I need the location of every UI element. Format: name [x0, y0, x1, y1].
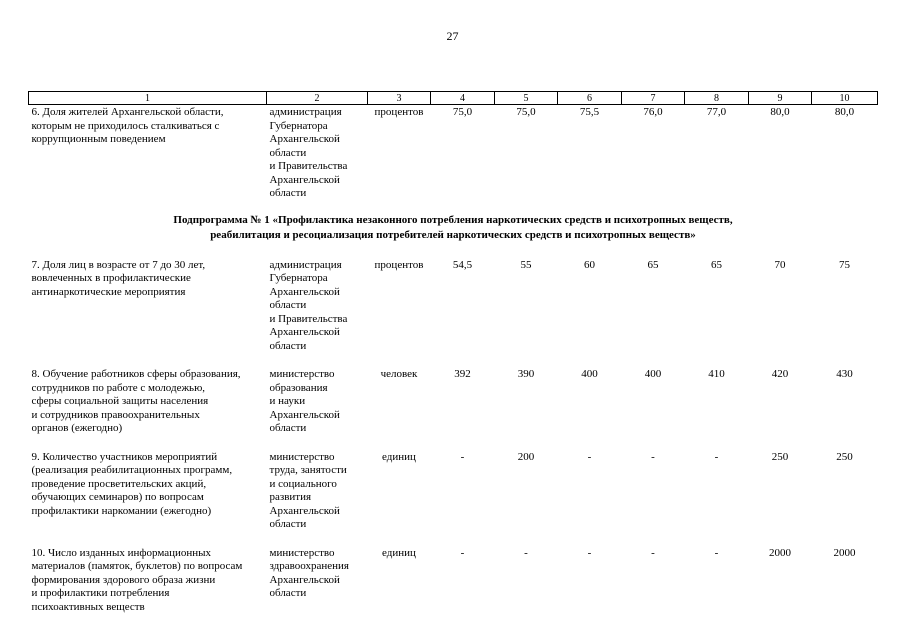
row-gap [29, 532, 878, 546]
text-line: 9. Количество участников мероприятий [31, 450, 218, 463]
text-line: Архангельской [269, 326, 340, 338]
text-line: психоактивных веществ [31, 600, 145, 613]
text-line: министерство [269, 546, 335, 559]
text-line: министерство [269, 368, 335, 380]
text-line: антинаркотические мероприятия [31, 285, 186, 298]
text-line: области [269, 339, 307, 352]
text-line: Архангельской [269, 408, 340, 421]
text-line: области [269, 422, 307, 434]
value-cell: - [651, 450, 655, 463]
indicators-table [28, 91, 878, 614]
unit: единиц [382, 450, 416, 463]
value-cell: 77,0 [706, 106, 727, 118]
text-line: здравоохранения [269, 560, 349, 572]
value-cell: 2000 [769, 546, 791, 559]
value-cell: 54,5 [452, 258, 473, 271]
text-line: формирования здорового образа жизни [31, 573, 216, 586]
column-number: 2 [267, 92, 368, 105]
text-line: Архангельской [269, 504, 340, 517]
text-line: 10. Число изданных информационных [31, 546, 212, 559]
value-cell: 75,0 [452, 106, 473, 118]
value-cell: 420 [771, 368, 789, 380]
value-cell: - [714, 450, 719, 463]
value-cell: - [460, 546, 465, 559]
subprogram-row [29, 201, 878, 258]
text-line: профилактики наркомании (ежегодно) [31, 504, 212, 517]
subprogram-line: Подпрограмма № 1 «Профилактика незаконного потребления наркотических средств и психотропных веществ, [173, 213, 733, 226]
value-cell: - [651, 546, 655, 559]
text-line: Губернатора [269, 119, 328, 132]
text-line: коррупционным поведением [31, 133, 166, 145]
column-number-header [29, 92, 878, 105]
unit: процентов [374, 258, 424, 271]
value-cell: 80,0 [770, 106, 790, 118]
value-cell: 250 [836, 450, 853, 463]
indicator-name [29, 105, 267, 201]
table-row [29, 546, 878, 615]
text-line: труда, занятости [269, 464, 347, 476]
text-line: области [269, 587, 307, 599]
value-cell: - [714, 546, 719, 559]
value-cell: 200 [517, 450, 535, 463]
indicator-name [29, 367, 267, 436]
text-line: вовлеченных в профилактические [31, 272, 191, 284]
text-line: Архангельской [269, 173, 340, 186]
value-cell: 70 [774, 258, 786, 271]
table-row [29, 450, 878, 532]
row-gap [29, 436, 878, 450]
text-line: администрация [269, 106, 342, 118]
value-cell: - [587, 450, 592, 463]
value-cell: 65 [647, 258, 659, 271]
text-line: области [269, 518, 307, 530]
text-line: области [269, 146, 307, 159]
table-row [29, 367, 878, 436]
column-number: 5 [495, 92, 558, 105]
column-number: 4 [431, 92, 495, 105]
text-line: области [269, 187, 307, 199]
value-cell: 410 [708, 368, 725, 380]
text-line: и сотрудников правоохранительных [31, 408, 200, 421]
unit: единиц [382, 546, 416, 559]
text-line: Архангельской [269, 133, 340, 145]
text-line: министерство [269, 450, 335, 463]
value-cell: 55 [520, 258, 532, 271]
text-line: Архангельской [269, 573, 340, 586]
text-line: области [269, 299, 307, 311]
text-line: сферы социальной защиты населения [31, 395, 209, 407]
value-cell: - [587, 546, 592, 559]
value-cell: 392 [454, 368, 471, 380]
column-number: 9 [749, 92, 812, 105]
column-number: 10 [812, 92, 878, 105]
value-cell: 250 [771, 450, 789, 463]
spacer [29, 353, 878, 367]
indicator-name [29, 546, 267, 615]
text-line: и профилактики потребления [31, 587, 170, 599]
value-cell: 2000 [833, 546, 856, 559]
text-line: и науки [269, 395, 306, 407]
value-cell: 75,5 [579, 106, 600, 118]
column-number: 1 [29, 92, 267, 105]
executor [267, 258, 368, 354]
text-line: сотрудников по работе с молодежью, [31, 381, 206, 394]
spacer [29, 532, 878, 546]
value-cell: 80,0 [834, 106, 855, 118]
text-line: 8. Обучение работников сферы образования, [31, 368, 241, 380]
text-line: (реализация реабилитационных программ, [31, 464, 233, 476]
value-cell: 400 [581, 368, 598, 380]
text-line: 6. Доля жителей Архангельской области, [31, 106, 224, 118]
spacer [29, 436, 878, 450]
text-line: которым не приходилось сталкиваться с [31, 119, 220, 132]
subprogram-line: реабилитация и ресоциализация потребителей наркотических средств и психотропных веществ» [210, 228, 696, 241]
text-line: обучающих семинаров) по вопросам [31, 491, 204, 503]
column-number: 6 [558, 92, 622, 105]
text-line: и Правительства [269, 312, 348, 325]
value-cell: 400 [644, 368, 662, 380]
text-line: развития [269, 491, 312, 503]
text-line: Архангельской [269, 285, 340, 298]
value-cell: 430 [836, 368, 853, 380]
column-number: 7 [622, 92, 685, 105]
column-number: 3 [368, 92, 431, 105]
value-cell: 75 [839, 258, 850, 271]
executor [267, 546, 368, 615]
value-cell: 60 [584, 258, 595, 271]
executor [267, 367, 368, 436]
executor [267, 450, 368, 532]
column-number: 8 [685, 92, 749, 105]
text-line: материалов (памяток, буклетов) по вопросам [31, 560, 243, 572]
subprogram-title [29, 201, 878, 258]
value-cell: 65 [711, 258, 722, 271]
text-line: проведение просветительских акций, [31, 477, 207, 490]
text-line: 7. Доля лиц в возрасте от 7 до 30 лет, [31, 258, 206, 271]
executor [267, 105, 368, 201]
table-row [29, 258, 878, 354]
text-line: образования [269, 381, 328, 394]
unit: человек [380, 368, 418, 380]
text-line: Губернатора [269, 272, 328, 284]
value-cell: 390 [517, 368, 535, 380]
value-cell: - [524, 546, 528, 559]
indicator-name [29, 258, 267, 354]
value-cell: 76,0 [643, 106, 663, 118]
unit: процентов [374, 106, 424, 118]
row-gap [29, 353, 878, 367]
text-line: органов (ежегодно) [31, 422, 123, 434]
indicator-name [29, 450, 267, 532]
table-row [29, 105, 878, 201]
text-line: и социального [269, 477, 337, 490]
text-line: администрация [269, 258, 342, 271]
text-line: и Правительства [269, 160, 348, 172]
value-cell: 75,0 [516, 106, 536, 118]
value-cell: - [460, 450, 465, 463]
page-number: 27 [446, 29, 459, 43]
